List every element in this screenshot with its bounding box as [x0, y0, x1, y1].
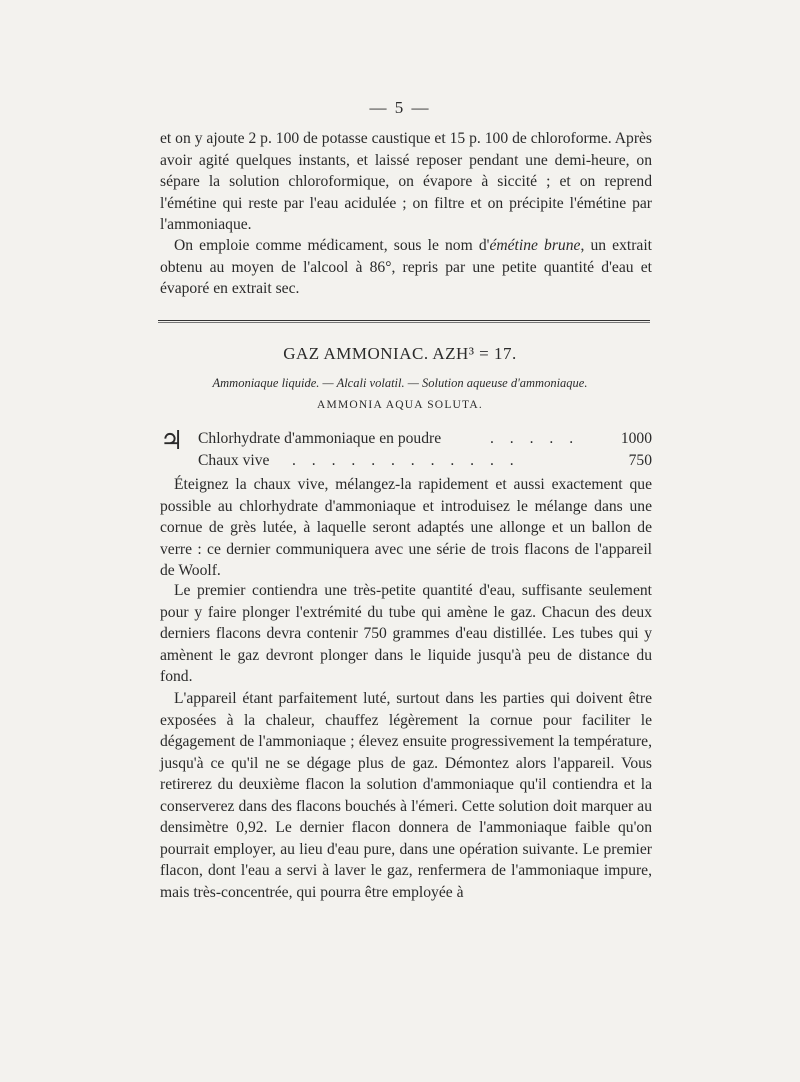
section-synonyms: Ammoniaque liquide. — Alcali volatil. — Solution aqueuse d'ammoniaque. [212, 376, 588, 390]
paragraph-2-text-end: , un extrait obtenu au moyen de l'alcool à 86°, repris par une petite quantité d'eau et évaporé en extrait sec. [160, 237, 653, 297]
page-number: — 5 — [369, 98, 431, 117]
ingredient-row [160, 450, 652, 472]
ingredient-name: Chlorhydrate d'ammoniaque en poudre [198, 430, 442, 447]
paragraph-preparation: Éteignez la chaux vive, mélangez-la rapidement et aussi exactement que possible au chlorhydrate d'ammoniaque et introduisez le mélange dans une cornue de grès lutée, à laquelle seront adaptés une allonge et un ballon de verre : ce dernier communiquera avec une série de trois flacons de l'appareil de Woolf. [160, 476, 652, 579]
ingredient-name: Chaux vive [198, 452, 270, 469]
paragraph-procedure: L'appareil étant parfaitement luté, surtout dans les parties qui doivent être exposées à la chaleur, chauffez légèrement la cornue pour faciliter le dégagement de l'ammoniaque ; élevez ensuite progressivement la température, jusqu'à ce qu'il ne se dégage plus de gaz. Démontez alors l'appareil. Vous retirerez du deuxième flacon la solution d'ammoniaque qu'il contiendra et la conserverez dans des flacons bouchés à l'émeri. Cette solution doit marquer au densimètre 0,92. Le dernier flacon donnera de l'ammoniaque faible qu'on pourrait employer, au lieu d'eau pure, dans une opération suivante. Le premier flacon, dont l'eau a servi à laver le gaz, renfermera de l'ammoniaque impure, mais très-concentrée, qui pourra être employée à [160, 690, 652, 901]
recipe-ingredients [160, 428, 652, 472]
ingredient-leader-dots: . . . . . [490, 430, 580, 447]
latin-name: AMMONIA AQUA SOLUTA. [317, 399, 483, 411]
ingredient-quantity: 1000 [620, 430, 652, 447]
ingredient-leader-dots: . . . . . . . . . . . . [292, 452, 520, 469]
paragraph-2-text-start: On emploie comme médicament, sous le nom d' [174, 237, 490, 254]
emetine-brune-term: émétine brune [489, 237, 581, 254]
recipe-symbol-icon: ♃ [160, 426, 184, 455]
paragraph-emetine-brune [160, 235, 652, 300]
ingredient-quantity: 750 [628, 452, 652, 469]
section-divider [158, 320, 650, 323]
ingredient-row [160, 428, 652, 450]
section-title: GAZ AMMONIAC. AZH³ = 17. [283, 344, 517, 363]
paragraph-chloroform-extraction: et on y ajoute 2 p. 100 de potasse caustique et 15 p. 100 de chloroforme. Après avoir agité quelques instants, et laissé reposer pendant une demi-heure, on sépare la solution chloroformique, on évapore à siccité ; et on reprend l'émétine qui reste par l'eau acidulée ; on filtre et on précipite l'émétine par l'ammoniaque. [160, 130, 652, 233]
paragraph-flasks: Le premier contiendra une très-petite quantité d'eau, suffisante seulement pour y faire plonger l'extrémité du tube qui amène le gaz. Chacun des deux derniers flacons devra contenir 750 grammes d'eau distillée. Les tubes qui y amènent le gaz devront plonger dans le liquide jusqu'à peu de distance du fond. [160, 582, 652, 685]
